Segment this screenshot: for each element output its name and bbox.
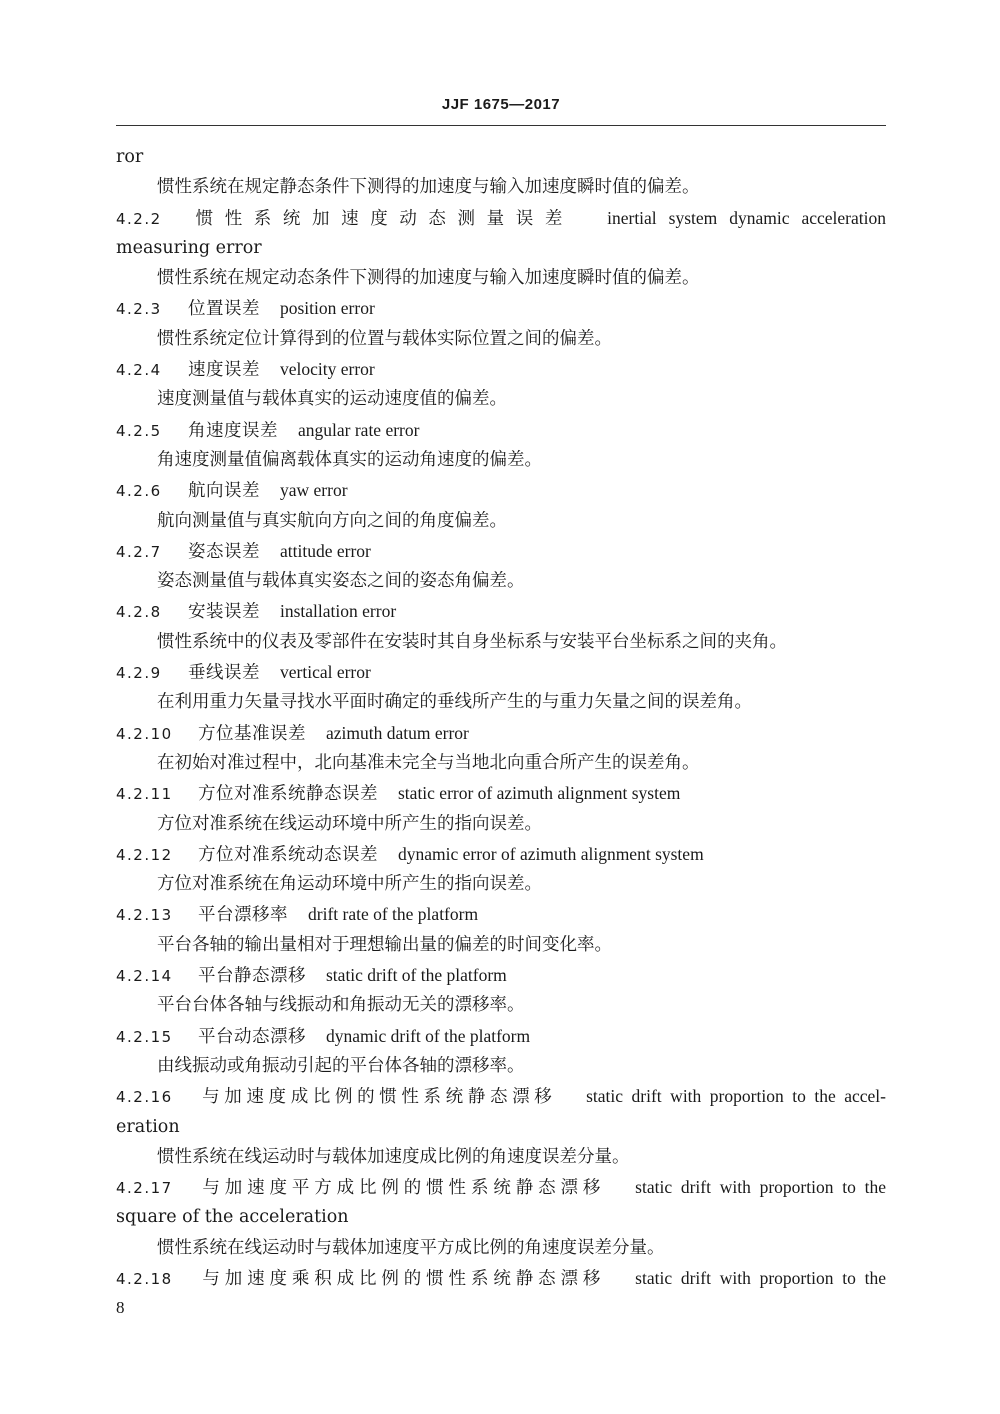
definition: 在利用重力矢量寻找水平面时确定的垂线所产生的与重力矢量之间的误差角。 (157, 692, 752, 713)
page-number: 8 (116, 1298, 125, 1317)
term-number: 4.2.7 (116, 542, 162, 561)
term-zh: 平台漂移率 (198, 905, 288, 926)
term-zh: 垂线误差 (188, 663, 260, 684)
definition: 航向测量值与真实航向方向之间的角度偏差。 (157, 510, 507, 531)
term-number: 4.2.2 (116, 209, 162, 228)
term-zh: 方位对准系统动态误差 (198, 844, 378, 865)
term-zh: 位置误差 (188, 299, 260, 320)
term-number: 4.2.12 (116, 845, 173, 864)
definition: 方位对准系统在线运动环境中所产生的指向误差。 (157, 813, 542, 834)
term-heading (116, 1172, 886, 1202)
term-en: vertical error (280, 662, 371, 683)
term-heading (116, 596, 886, 626)
term-heading (116, 354, 886, 384)
definition: 平台各轴的输出量相对于理想输出量的偏差的时间变化率。 (157, 934, 612, 955)
continuation-fragment: ror (116, 147, 144, 167)
term-number: 4.2.3 (116, 300, 162, 319)
term-heading (116, 1021, 886, 1051)
term-en: position error (280, 298, 375, 319)
term-number: 4.2.6 (116, 482, 162, 501)
term-zh: 平台静态漂移 (198, 966, 306, 987)
term-zh: 平台动态漂移 (198, 1026, 306, 1047)
term-en: static drift with proportion to the accel- (586, 1086, 886, 1107)
definition: 惯性系统在规定静态条件下测得的加速度与输入加速度瞬时值的偏差。 (157, 177, 700, 198)
term-number: 4.2.17 (116, 1179, 173, 1198)
term-number: 4.2.11 (116, 785, 173, 804)
term-number: 4.2.13 (116, 906, 173, 925)
term-number: 4.2.18 (116, 1269, 173, 1288)
term-number: 4.2.9 (116, 664, 162, 683)
term-en: drift rate of the platform (308, 904, 479, 925)
term-heading (116, 415, 886, 445)
term-heading (116, 839, 886, 869)
term-number: 4.2.5 (116, 421, 162, 440)
definition: 惯性系统在线运动时与载体加速度成比例的角速度误差分量。 (157, 1146, 630, 1167)
term-en: static drift of the platform (326, 965, 507, 986)
term-en: attitude error (280, 540, 371, 561)
definition: 在初始对准过程中，北向基准未完全与当地北向重合所产生的误差角。 (157, 752, 700, 773)
term-en-continuation: measuring error (116, 237, 262, 258)
definition: 由线振动或角振动引起的平台体各轴的漂移率。 (157, 1055, 525, 1076)
term-en: inertial system dynamic acceleration (607, 207, 886, 228)
definition: 惯性系统中的仪表及零部件在安装时其自身坐标系与安装平台坐标系之间的夹角。 (157, 631, 787, 652)
term-zh: 速度误差 (188, 360, 260, 381)
term-heading (116, 899, 886, 929)
term-zh: 航向误差 (188, 481, 260, 502)
term-number: 4.2.15 (116, 1027, 173, 1046)
term-number: 4.2.14 (116, 967, 173, 986)
term-en: installation error (280, 601, 397, 622)
term-zh: 方位基准误差 (198, 723, 306, 744)
term-zh: 安装误差 (188, 602, 260, 623)
definition: 姿态测量值与载体真实姿态之间的姿态角偏差。 (157, 571, 525, 592)
term-heading (116, 718, 886, 748)
term-en: velocity error (280, 359, 375, 380)
term-zh: 与加速度乘积成比例的惯性系统静态漂移 (198, 1268, 606, 1289)
definition: 角速度测量值偏离载体真实的运动角速度的偏差。 (157, 449, 542, 470)
term-number: 4.2.10 (116, 724, 173, 743)
term-zh: 与加速度成比例的惯性系统静态漂移 (198, 1087, 557, 1108)
definition: 惯性系统定位计算得到的位置与载体实际位置之间的偏差。 (157, 328, 612, 349)
term-en-continuation: eration (116, 1116, 180, 1137)
term-zh: 角速度误差 (188, 420, 278, 441)
term-number: 4.2.4 (116, 361, 162, 380)
term-number: 4.2.16 (116, 1088, 173, 1107)
term-zh: 惯性系统加速度动态测量误差 (188, 208, 574, 229)
definition: 速度测量值与载体真实的运动速度值的偏差。 (157, 389, 507, 410)
header-rule (116, 125, 886, 126)
term-heading (116, 203, 886, 233)
term-number: 4.2.8 (116, 603, 162, 622)
term-zh: 与加速度平方成比例的惯性系统静态漂移 (198, 1178, 606, 1199)
definition: 惯性系统在规定动态条件下测得的加速度与输入加速度瞬时值的偏差。 (157, 268, 700, 289)
term-en: angular rate error (298, 419, 420, 440)
term-en: dynamic drift of the platform (326, 1025, 531, 1046)
term-en: static drift with proportion to the (635, 1267, 886, 1288)
term-heading (116, 293, 886, 323)
document-body (116, 142, 886, 1293)
definition: 惯性系统在线运动时与载体加速度平方成比例的角速度误差分量。 (157, 1237, 665, 1258)
term-heading (116, 657, 886, 687)
term-zh: 方位对准系统静态误差 (198, 784, 378, 805)
definition: 平台台体各轴与线振动和角振动无关的漂移率。 (157, 995, 525, 1016)
term-heading (116, 475, 886, 505)
running-header: JJF 1675—2017 (441, 96, 561, 113)
term-en: yaw error (280, 480, 348, 501)
term-en: static drift with proportion to the (635, 1177, 886, 1198)
term-en: dynamic error of azimuth alignment system (398, 843, 704, 864)
term-heading (116, 536, 886, 566)
term-heading (116, 960, 886, 990)
term-heading (116, 778, 886, 808)
term-en: azimuth datum error (326, 722, 469, 743)
term-heading (116, 1081, 886, 1111)
term-en-continuation: square of the acceleration (116, 1207, 349, 1228)
term-zh: 姿态误差 (188, 541, 260, 562)
term-heading (116, 1263, 886, 1293)
definition: 方位对准系统在角运动环境中所产生的指向误差。 (157, 874, 542, 895)
term-en: static error of azimuth alignment system (398, 783, 681, 804)
